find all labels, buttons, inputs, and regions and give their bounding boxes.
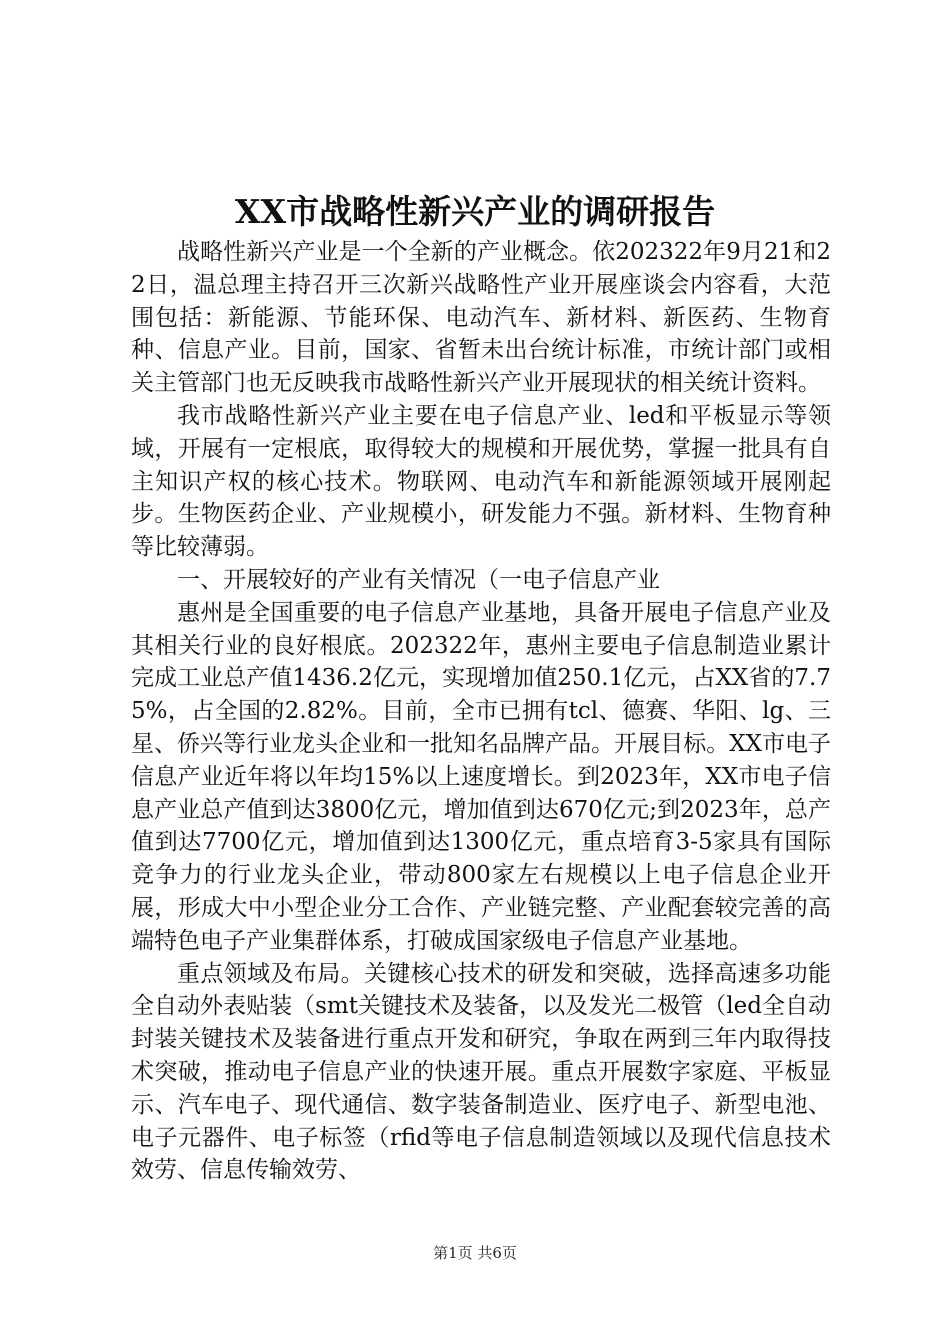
paragraph-overview: 我市战略性新兴产业主要在电子信息产业、led和平板显示等领域，开展有一定根底，取得较大的规模和开展优势，掌握一批具有自主知识产权的核心技术。物联网、电动汽车和新能源领域开展刚起步。生物医药企业、产业规模小，研发能力不强。新材料、生物育种等比较薄弱。: [131, 402, 831, 561]
paragraph-key-areas: 重点领域及布局。关键核心技术的研发和突破，选择高速多功能全自动外表贴装（smt关键技术及装备，以及发光二极管（led全自动封装关键技术及装备进行重点开发和研究，争取在两到三年内取得技术突破，推动电子信息产业的快速开展。重点开展数字家庭、平板显示、汽车电子、现代通信、数字装备制造业、医疗电子、新型电池、电子元器件、电子标签（rfid等电子信息制造领域以及现代信息技术效劳、信息传输效劳、: [131, 960, 831, 1184]
paragraph-intro: 战略性新兴产业是一个全新的产业概念。依202322年9月21和22日，温总理主持召开三次新兴战略性产业开展座谈会内容看，大范围包括：新能源、节能环保、电动汽车、新材料、新医药、生物育种、信息产业。目前，国家、省暂未出台统计标准，市统计部门或相关主管部门也无反映我市战略性新兴产业开展现状的相关统计资料。: [131, 239, 831, 397]
document-body: [131, 236, 831, 1187]
paragraph-electronics: 惠州是全国重要的电子信息产业基地，具备开展电子信息产业及其相关行业的良好根底。202322年，惠州主要电子信息制造业累计完成工业总产值1436.2亿元，实现增加值250.1亿元，占XX省的7.75%，占全国的2.82%。目前，全市已拥有tcl、德赛、华阳、lg、三星、侨兴等行业龙头企业和一批知名品牌产品。开展目标。XX市电子信息产业近年将以年均15%以上速度增长。到2023年，XX市电子信息产业总产值到达3800亿元，增加值到达670亿元;到2023年，总产值到达7700亿元，增加值到达1300亿元，重点培育3-5家具有国际竞争力的行业龙头企业，带动800家左右规模以上电子信息企业开展，形成大中小型企业分工合作、产业链完整、产业配套较完善的高端特色电子产业集群体系，打破成国家级电子信息产业基地。: [131, 599, 831, 954]
page-footer: 第1页 共6页: [433, 1244, 517, 1262]
section-heading: 一、开展较好的产业有关情况（一电子信息产业: [177, 566, 660, 593]
document-title: XX市战略性新兴产业的调研报告: [234, 192, 716, 231]
